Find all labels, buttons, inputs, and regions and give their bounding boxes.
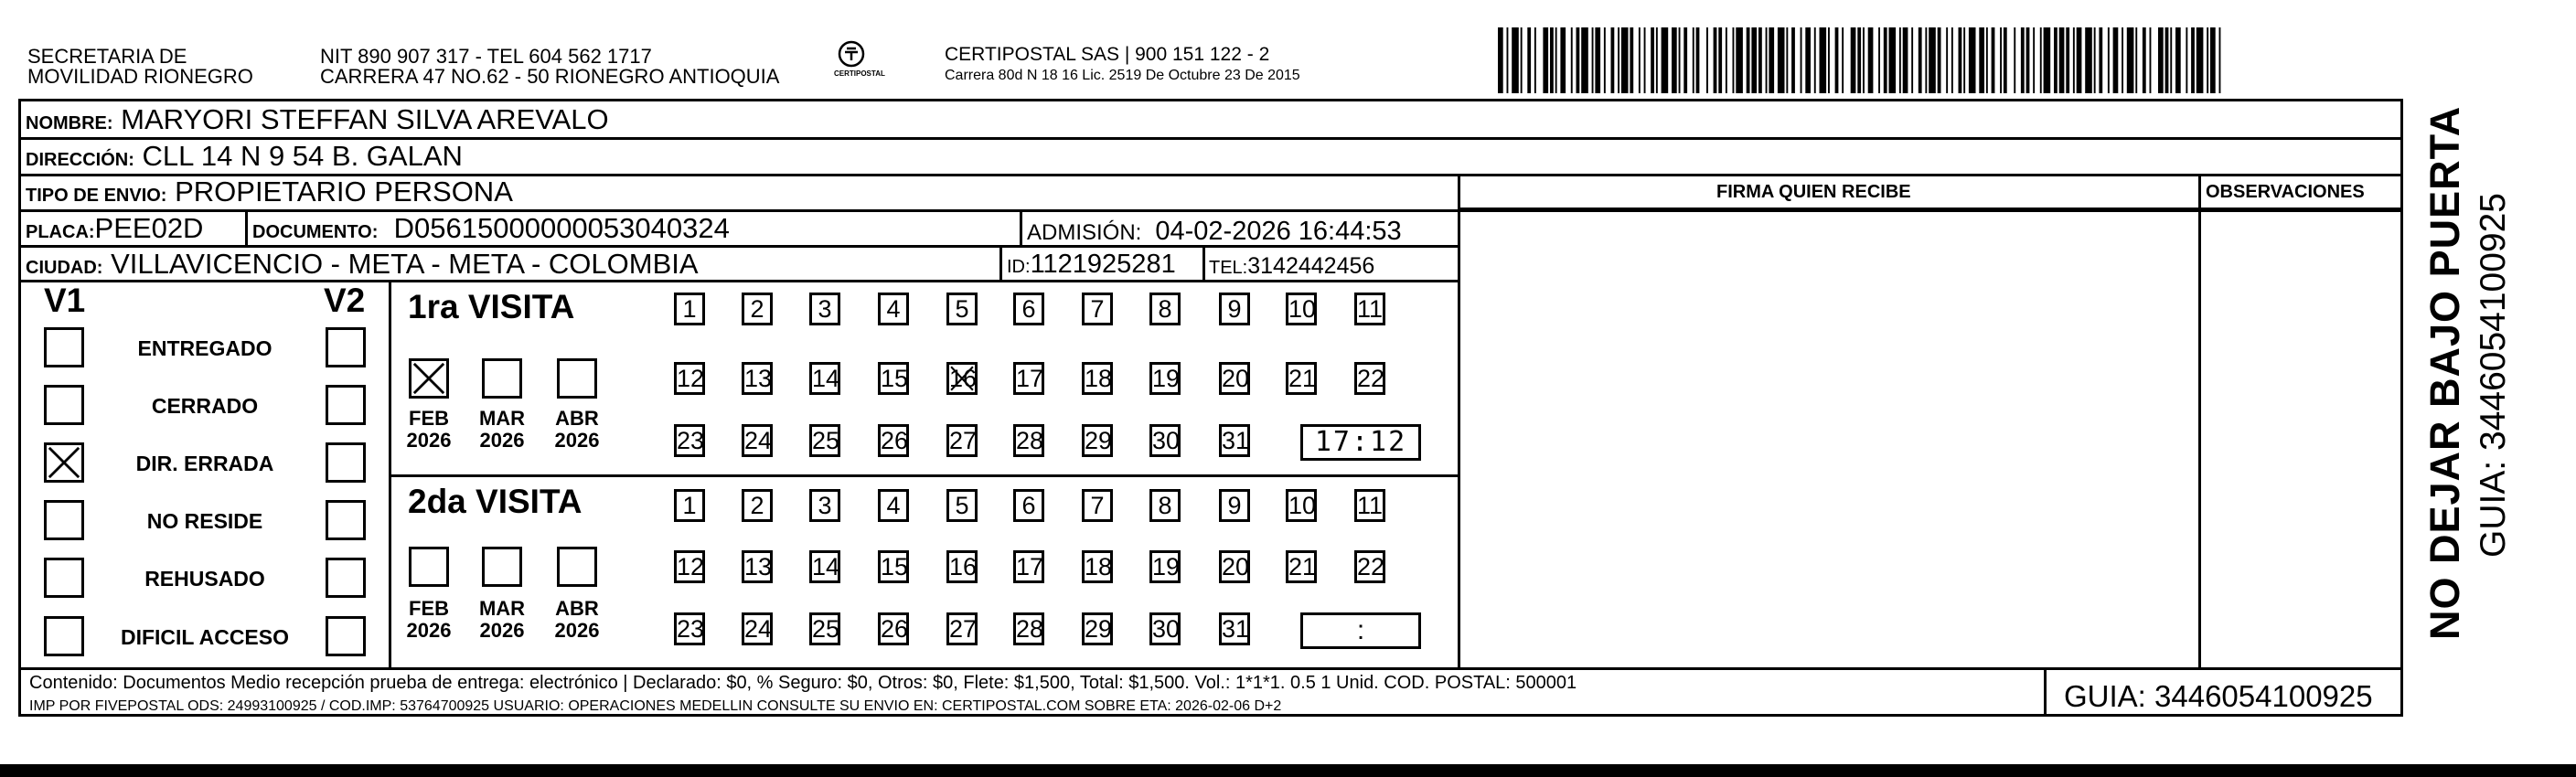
row-divider [1458,208,2403,210]
day-box[interactable]: 29 [1082,424,1113,457]
month-label [398,408,460,452]
day-box[interactable]: 17 [1013,550,1044,583]
day-box[interactable]: 17 [1013,362,1044,395]
day-box[interactable]: 19 [1149,550,1181,583]
tipo-row [26,176,513,211]
month-year: 2026 [479,619,525,642]
direccion-value: CLL 14 N 9 54 B. GALAN [142,140,463,172]
day-box[interactable]: 1 [674,489,705,522]
month-name: MAR [478,597,526,620]
day-box[interactable]: 9 [1219,489,1250,522]
day-box[interactable]: 20 [1219,362,1250,395]
day-box[interactable]: 2 [742,293,773,325]
footer-content: Contenido: Documentos Medio recepción prueba de entrega: electrónico | Declarado: $0, % Seguro: $0, Otros: $0, Flete: $1,500, Total: $1,500. Vol.: 1*1*1. 0.5 1 Unid. COD. POSTAL: 500001 [29,673,1577,693]
v1-checkbox[interactable] [44,327,84,367]
v1-checkbox[interactable] [44,500,84,540]
day-box[interactable]: 25 [809,612,840,645]
carrier-address: Carrera 80d N 18 16 Lic. 2519 De Octubre 23 De 2015 [945,68,1300,83]
placa-label: PLACA: [26,222,95,242]
tel-label: TEL: [1209,258,1248,278]
placa-cell [26,213,203,248]
visit-divider [389,474,1460,477]
no-dejar-notice: NO DEJAR BAJO PUERTA [2421,105,2468,640]
placa-value: PEE02D [94,212,204,244]
day-box[interactable]: 12 [674,550,705,583]
day-box[interactable]: 13 [742,550,773,583]
tel-value: 3142442456 [1247,253,1375,279]
month-checkbox[interactable] [557,358,597,399]
documento-cell [252,213,730,248]
id-cell [1007,249,1176,282]
second-visit-title: 2da VISITA [408,483,583,520]
day-box[interactable]: 10 [1286,489,1317,522]
month-year: 2026 [479,429,525,452]
day-box[interactable]: 14 [809,550,840,583]
month-label [471,408,533,452]
day-box[interactable]: 28 [1013,424,1044,457]
day-box[interactable]: 23 [674,612,705,645]
day-box[interactable]: 12 [674,362,705,395]
day-box[interactable]: 28 [1013,612,1044,645]
nombre-label: NOMBRE: [26,113,113,133]
month-year: 2026 [406,429,452,452]
month-year: 2026 [554,429,600,452]
barcode [1496,27,2226,93]
day-box[interactable]: 26 [878,424,909,457]
second-visit-time[interactable]: : [1300,612,1421,649]
day-box[interactable]: 2 [742,489,773,522]
tel-cell [1209,250,1374,283]
day-box[interactable]: 19 [1149,362,1181,395]
direccion-row [26,141,463,176]
admision-value: 04-02-2026 16:44:53 [1155,217,1402,246]
status-label: DIR. ERRADA [135,452,274,475]
day-box[interactable]: 5 [946,293,978,325]
day-box[interactable]: 31 [1219,424,1250,457]
day-box[interactable]: 1 [674,293,705,325]
day-box[interactable]: 13 [742,362,773,395]
documento-label: DOCUMENTO: [252,222,379,242]
day-box[interactable]: 11 [1354,489,1385,522]
day-box[interactable]: 16 [946,362,978,395]
day-box[interactable]: 29 [1082,612,1113,645]
v1-checkbox[interactable] [44,442,84,483]
month-label [398,598,460,642]
day-box[interactable]: 26 [878,612,909,645]
day-box[interactable]: 30 [1149,424,1181,457]
first-visit-title: 1ra VISITA [408,288,575,325]
month-checkbox[interactable] [557,547,597,587]
footer-guia: GUIA: 3446054100925 [2064,679,2373,713]
day-box[interactable]: 25 [809,424,840,457]
v2-checkbox[interactable] [326,500,366,540]
v2-checkbox[interactable] [326,558,366,598]
day-box[interactable]: 21 [1286,362,1317,395]
day-box[interactable]: 4 [878,293,909,325]
month-name: ABR [555,407,599,430]
admision-label: ADMISIÓN: [1027,220,1142,245]
cell-divider [1202,245,1205,280]
status-label: ENTREGADO [137,336,273,360]
month-checkbox[interactable] [482,547,522,587]
month-year: 2026 [406,619,452,642]
day-box[interactable]: 27 [946,424,978,457]
sender-name-line1: SECRETARIA DE [27,45,187,68]
month-name: ABR [555,597,599,620]
id-value: 1121925281 [1030,250,1176,279]
day-box[interactable]: 15 [878,362,909,395]
day-box[interactable]: 31 [1219,612,1250,645]
v2-checkbox[interactable] [326,442,366,483]
month-name: MAR [478,407,526,430]
nombre-row [26,104,609,139]
day-box[interactable]: 3 [809,489,840,522]
certipostal-logo-text: CERTIPOSTAL [834,69,885,78]
status-label: DIFICIL ACCESO [120,625,289,649]
column-divider [1458,174,1460,667]
day-box[interactable]: 21 [1286,550,1317,583]
direccion-label: DIRECCIÓN: [26,150,134,170]
bottom-edge [0,764,2576,777]
day-box[interactable]: 14 [809,362,840,395]
day-box[interactable]: 27 [946,612,978,645]
month-checkbox[interactable] [482,358,522,399]
day-box[interactable]: 11 [1354,293,1385,325]
v2-checkbox[interactable] [326,616,366,656]
first-visit-time[interactable]: 17:12 [1300,424,1421,461]
day-box[interactable]: 10 [1286,293,1317,325]
status-label: REHUSADO [144,567,265,591]
month-checkbox[interactable] [409,358,449,399]
status-label: CERRADO [151,394,259,418]
ciudad-label: CIUDAD: [26,258,103,278]
day-box[interactable]: 15 [878,550,909,583]
day-box[interactable]: 3 [809,293,840,325]
day-box[interactable]: 5 [946,489,978,522]
v1-checkbox[interactable] [44,385,84,425]
v1-checkbox[interactable] [44,558,84,598]
month-label [546,598,608,642]
day-box[interactable]: 7 [1082,293,1113,325]
nombre-value: MARYORI STEFFAN SILVA AREVALO [121,103,609,135]
tipo-value: PROPIETARIO PERSONA [175,176,513,208]
month-checkbox[interactable] [409,547,449,587]
month-name: FEB [409,597,449,620]
footer-print-info: IMP POR FIVEPOSTAL ODS: 24993100925 / COD.IMP: 53764700925 USUARIO: OPERACIONES MEDELLIN CONSULTE SU ENVIO EN: CERTIPOSTAL.COM SOBRE ETA: 2026-02-06 D+2 [29,698,1282,714]
sender-name-line2: MOVILIDAD RIONEGRO [27,65,253,88]
status-divider [389,280,391,667]
day-box[interactable]: 6 [1013,489,1044,522]
v2-checkbox[interactable] [326,385,366,425]
month-label [471,598,533,642]
footer-guia-divider [2044,667,2047,717]
day-box[interactable]: 20 [1219,550,1250,583]
day-box[interactable]: 16 [946,550,978,583]
day-box[interactable]: 9 [1219,293,1250,325]
day-box[interactable]: 6 [1013,293,1044,325]
day-box[interactable]: 8 [1149,489,1181,522]
status-label: NO RESIDE [146,509,263,533]
tipo-label: TIPO DE ENVIO: [26,186,167,206]
day-box[interactable]: 8 [1149,293,1181,325]
certipostal-logo-icon [838,40,865,68]
month-label [546,408,608,452]
cell-divider [999,245,1002,280]
observaciones-header: OBSERVACIONES [2206,182,2365,202]
day-box[interactable]: 24 [742,612,773,645]
firma-header: FIRMA QUIEN RECIBE [1716,182,1911,202]
v2-header: V2 [324,282,366,319]
day-box[interactable]: 4 [878,489,909,522]
month-name: FEB [409,407,449,430]
day-box[interactable]: 23 [674,424,705,457]
sender-nit: NIT 890 907 317 - TEL 604 562 1717 [320,45,652,68]
column-divider [2198,174,2201,667]
day-box[interactable]: 24 [742,424,773,457]
id-label: ID: [1007,257,1031,277]
day-box[interactable]: 18 [1082,550,1113,583]
v1-header: V1 [44,282,86,319]
cell-divider [245,209,248,246]
day-box[interactable]: 18 [1082,362,1113,395]
day-box[interactable]: 22 [1354,550,1385,583]
day-box[interactable]: 22 [1354,362,1385,395]
month-year: 2026 [554,619,600,642]
cell-divider [1020,209,1022,246]
day-box[interactable]: 7 [1082,489,1113,522]
sender-address: CARRERA 47 NO.62 - 50 RIONEGRO ANTIOQUIA [320,65,780,88]
ciudad-cell [26,249,699,283]
v2-checkbox[interactable] [326,327,366,367]
admision-cell [1027,216,1402,249]
carrier-name: CERTIPOSTAL SAS | 900 151 122 - 2 [945,44,1270,65]
ciudad-value: VILLAVICENCIO - META - META - COLOMBIA [111,248,699,280]
side-guia: GUIA: 3446054100925 [2474,193,2513,558]
day-box[interactable]: 30 [1149,612,1181,645]
v1-checkbox[interactable] [44,616,84,656]
documento-value: D05615000000053040324 [393,212,730,244]
